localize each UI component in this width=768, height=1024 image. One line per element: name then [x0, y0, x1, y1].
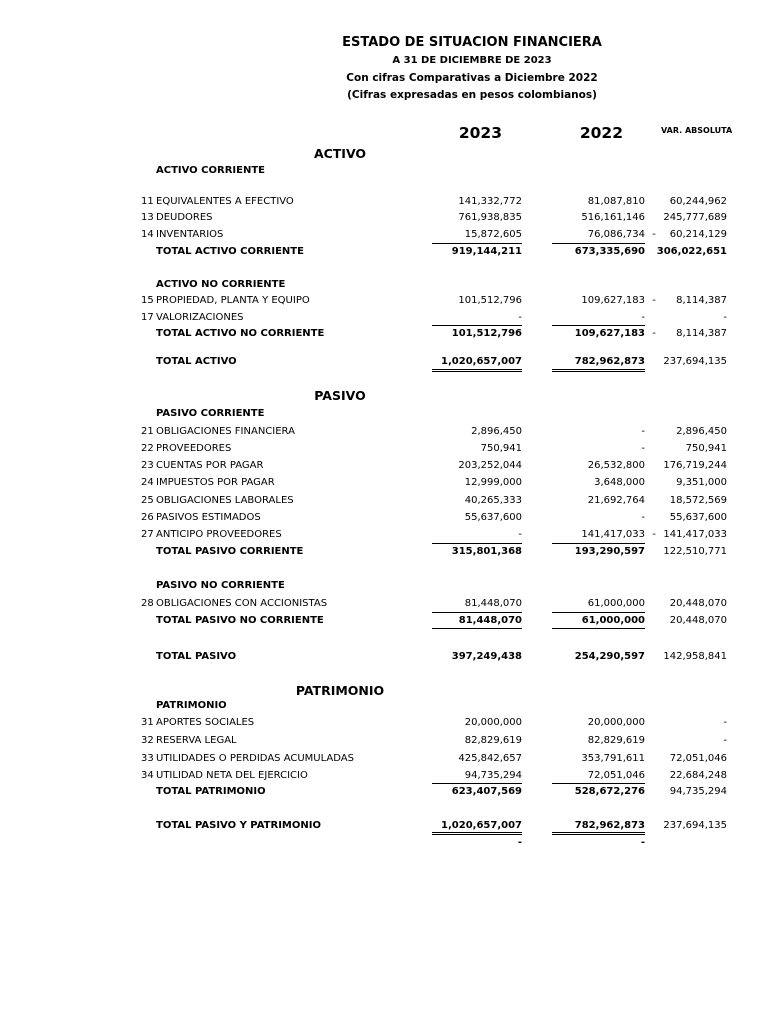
- total-label: TOTAL PATRIMONIO: [156, 786, 266, 797]
- account-code: 32: [141, 735, 154, 746]
- value-variation: -: [723, 717, 727, 728]
- value-2023: -: [518, 529, 522, 540]
- value-variation: 306,022,651: [656, 246, 727, 257]
- table-row: [0, 426, 768, 442]
- value-2023: 82,829,619: [464, 735, 522, 746]
- value-2023: 1,020,657,007: [441, 820, 522, 831]
- account-label: VALORIZACIONES: [156, 312, 244, 323]
- value-2023: 81,448,070: [464, 598, 522, 609]
- double-rule-top: [432, 832, 522, 833]
- value-2022: 109,627,183: [574, 328, 645, 339]
- value-variation: 141,417,033: [663, 529, 727, 540]
- total-row: [0, 546, 768, 562]
- total-row: [0, 615, 768, 631]
- subsection-activo-corriente: ACTIVO CORRIENTE: [156, 165, 265, 176]
- table-row: [0, 229, 768, 245]
- total-row: [0, 246, 768, 262]
- value-variation: 72,051,046: [669, 753, 727, 764]
- double-rule-top: [552, 832, 645, 833]
- table-row: [0, 460, 768, 476]
- value-variation: 18,572,569: [669, 495, 727, 506]
- subtotal-rule: [552, 243, 645, 244]
- account-label: UTILIDAD NETA DEL EJERCICIO: [156, 770, 308, 781]
- total-row: [0, 786, 768, 802]
- subtotal-rule: [432, 543, 522, 544]
- subtotal-rule: [432, 243, 522, 244]
- account-label: UTILIDADES O PERDIDAS ACUMULADAS: [156, 753, 354, 764]
- account-label: PROVEEDORES: [156, 443, 232, 454]
- double-rule-top: [432, 369, 522, 370]
- value-2023: 761,938,835: [458, 212, 522, 223]
- account-label: OBLIGACIONES LABORALES: [156, 495, 294, 506]
- value-2022: -: [641, 426, 645, 437]
- value-2022: 673,335,690: [574, 246, 645, 257]
- account-label: CUENTAS POR PAGAR: [156, 460, 264, 471]
- subsection-activo-no-corriente: ACTIVO NO CORRIENTE: [156, 279, 286, 290]
- variation-sign: -: [652, 229, 656, 240]
- total-label: TOTAL PASIVO NO CORRIENTE: [156, 615, 324, 626]
- value-2023: 425,842,657: [458, 753, 522, 764]
- subtotal-rule: [552, 325, 645, 326]
- total-label: TOTAL ACTIVO NO CORRIENTE: [156, 328, 325, 339]
- check-row: [0, 837, 768, 853]
- column-header-2022: 2022: [579, 124, 623, 142]
- table-row: [0, 477, 768, 493]
- value-variation: 60,214,129: [669, 229, 727, 240]
- value-2022: -: [641, 312, 645, 323]
- account-label: RESERVA LEGAL: [156, 735, 237, 746]
- value-variation: 8,114,387: [676, 295, 727, 306]
- document-comparative-note: Con cifras Comparativas a Diciembre 2022: [346, 72, 598, 84]
- subtotal-rule: [432, 628, 522, 629]
- value-2023: 2,896,450: [471, 426, 522, 437]
- value-variation: 9,351,000: [676, 477, 727, 488]
- value-2022: 26,532,800: [587, 460, 645, 471]
- total-label: TOTAL PASIVO: [156, 651, 237, 662]
- account-code: 25: [141, 495, 154, 506]
- total-row: [0, 651, 768, 667]
- total-row: [0, 356, 768, 372]
- variation-sign: -: [652, 328, 656, 339]
- value-2022: 21,692,764: [587, 495, 645, 506]
- check-value-2023: -: [517, 837, 522, 848]
- account-label: OBLIGACIONES CON ACCIONISTAS: [156, 598, 328, 609]
- subsection-pasivo-corriente: PASIVO CORRIENTE: [156, 408, 265, 419]
- account-code: 33: [141, 753, 154, 764]
- value-2022: 141,417,033: [581, 529, 645, 540]
- section-title-activo: ACTIVO: [313, 146, 367, 161]
- value-2022: -: [641, 512, 645, 523]
- account-label: DEUDORES: [156, 212, 213, 223]
- value-variation: 8,114,387: [676, 328, 727, 339]
- account-code: 21: [141, 426, 154, 437]
- value-2023: 101,512,796: [451, 328, 522, 339]
- value-2022: 528,672,276: [574, 786, 645, 797]
- account-label: PASIVOS ESTIMADOS: [156, 512, 261, 523]
- table-row: [0, 295, 768, 311]
- value-2023: 203,252,044: [458, 460, 522, 471]
- value-variation: 237,694,135: [663, 820, 727, 831]
- table-row: [0, 770, 768, 786]
- total-label: TOTAL PASIVO Y PATRIMONIO: [156, 820, 321, 831]
- value-2022: 81,087,810: [587, 196, 645, 207]
- account-label: EQUIVALENTES A EFECTIVO: [156, 196, 294, 207]
- value-2023: 315,801,368: [451, 546, 522, 557]
- value-2022: 353,791,611: [581, 753, 645, 764]
- value-2023: 94,735,294: [464, 770, 522, 781]
- value-2022: 782,962,873: [574, 820, 645, 831]
- table-row: [0, 735, 768, 751]
- account-code: 11: [141, 196, 154, 207]
- document-title: ESTADO DE SITUACION FINANCIERA: [342, 35, 602, 50]
- value-2023: 750,941: [480, 443, 522, 454]
- table-row: [0, 212, 768, 228]
- account-label: INVENTARIOS: [156, 229, 224, 240]
- account-code: 22: [141, 443, 154, 454]
- value-variation: 55,637,600: [669, 512, 727, 523]
- value-variation: 2,896,450: [676, 426, 727, 437]
- value-2022: 61,000,000: [587, 598, 645, 609]
- column-header-variation: VAR. ABSOLUTA: [661, 126, 733, 135]
- section-title-patrimonio: PATRIMONIO: [295, 683, 385, 698]
- value-variation: 750,941: [685, 443, 727, 454]
- subtotal-rule: [432, 612, 522, 613]
- total-row: [0, 820, 768, 836]
- total-label: TOTAL PASIVO CORRIENTE: [156, 546, 304, 557]
- variation-sign: -: [652, 529, 656, 540]
- double-rule-bottom: [552, 834, 645, 835]
- table-row: [0, 312, 768, 328]
- value-2023: -: [518, 312, 522, 323]
- double-rule-top: [552, 369, 645, 370]
- table-row: [0, 753, 768, 769]
- account-code: 26: [141, 512, 154, 523]
- document-currency-note: (Cifras expresadas en pesos colombianos): [347, 89, 597, 101]
- account-label: OBLIGACIONES FINANCIERA: [156, 426, 295, 437]
- value-2023: 55,637,600: [464, 512, 522, 523]
- account-code: 27: [141, 529, 154, 540]
- account-code: 17: [141, 312, 154, 323]
- table-row: [0, 512, 768, 528]
- account-label: IMPUESTOS POR PAGAR: [156, 477, 275, 488]
- section-title-pasivo: PASIVO: [314, 388, 366, 403]
- account-label: PROPIEDAD, PLANTA Y EQUIPO: [156, 295, 310, 306]
- value-2022: 76,086,734: [587, 229, 645, 240]
- value-2022: 72,051,046: [587, 770, 645, 781]
- account-code: 13: [141, 212, 154, 223]
- value-variation: 20,448,070: [669, 615, 727, 626]
- value-2022: 3,648,000: [594, 477, 645, 488]
- account-code: 24: [141, 477, 154, 488]
- value-2023: 101,512,796: [458, 295, 522, 306]
- subsection-patrimonio: PATRIMONIO: [156, 700, 227, 711]
- value-2023: 919,144,211: [451, 246, 522, 257]
- value-2022: 82,829,619: [587, 735, 645, 746]
- table-row: [0, 495, 768, 511]
- account-label: ANTICIPO PROVEEDORES: [156, 529, 282, 540]
- subtotal-rule: [552, 612, 645, 613]
- total-label: TOTAL ACTIVO CORRIENTE: [156, 246, 304, 257]
- value-2023: 623,407,569: [451, 786, 522, 797]
- value-2023: 20,000,000: [464, 717, 522, 728]
- subsection-pasivo-no-corriente: PASIVO NO CORRIENTE: [156, 580, 285, 591]
- value-2022: 193,290,597: [574, 546, 645, 557]
- value-2022: 61,000,000: [581, 615, 645, 626]
- value-variation: 237,694,135: [663, 356, 727, 367]
- variation-sign: -: [652, 295, 656, 306]
- value-2023: 12,999,000: [464, 477, 522, 488]
- value-variation: 94,735,294: [669, 786, 727, 797]
- total-label: TOTAL ACTIVO: [156, 356, 237, 367]
- value-variation: 60,244,962: [669, 196, 727, 207]
- total-row: [0, 328, 768, 344]
- double-rule-bottom: [552, 371, 645, 372]
- table-row: [0, 598, 768, 614]
- subtotal-rule: [552, 543, 645, 544]
- account-code: 23: [141, 460, 154, 471]
- subtotal-rule: [552, 628, 645, 629]
- double-rule-bottom: [432, 834, 522, 835]
- account-label: APORTES SOCIALES: [156, 717, 255, 728]
- table-row: [0, 529, 768, 545]
- value-2023: 15,872,605: [464, 229, 522, 240]
- table-row: [0, 443, 768, 459]
- account-code: 14: [141, 229, 154, 240]
- subtotal-rule: [432, 325, 522, 326]
- table-row: [0, 717, 768, 733]
- value-2022: 109,627,183: [581, 295, 645, 306]
- column-header-2023: 2023: [458, 124, 502, 142]
- value-2023: 1,020,657,007: [441, 356, 522, 367]
- check-value-2022: -: [640, 837, 645, 848]
- value-2022: -: [641, 443, 645, 454]
- value-2023: 81,448,070: [458, 615, 522, 626]
- subtotal-rule: [432, 783, 522, 784]
- value-variation: 22,684,248: [669, 770, 727, 781]
- value-2023: 141,332,772: [458, 196, 522, 207]
- account-code: 15: [141, 295, 154, 306]
- double-rule-bottom: [432, 371, 522, 372]
- value-2023: 397,249,438: [451, 651, 522, 662]
- subtotal-rule: [552, 783, 645, 784]
- value-2023: 40,265,333: [464, 495, 522, 506]
- value-variation: -: [723, 312, 727, 323]
- value-variation: 20,448,070: [669, 598, 727, 609]
- account-code: 31: [141, 717, 154, 728]
- account-code: 34: [141, 770, 154, 781]
- value-variation: 122,510,771: [663, 546, 727, 557]
- value-2022: 516,161,146: [581, 212, 645, 223]
- value-2022: 20,000,000: [587, 717, 645, 728]
- value-2022: 782,962,873: [574, 356, 645, 367]
- account-code: 28: [141, 598, 154, 609]
- table-row: [0, 196, 768, 212]
- value-variation: 142,958,841: [663, 651, 727, 662]
- value-variation: -: [723, 735, 727, 746]
- value-2022: 254,290,597: [574, 651, 645, 662]
- value-variation: 245,777,689: [663, 212, 727, 223]
- value-variation: 176,719,244: [663, 460, 727, 471]
- document-date: A 31 DE DICIEMBRE DE 2023: [392, 55, 552, 66]
